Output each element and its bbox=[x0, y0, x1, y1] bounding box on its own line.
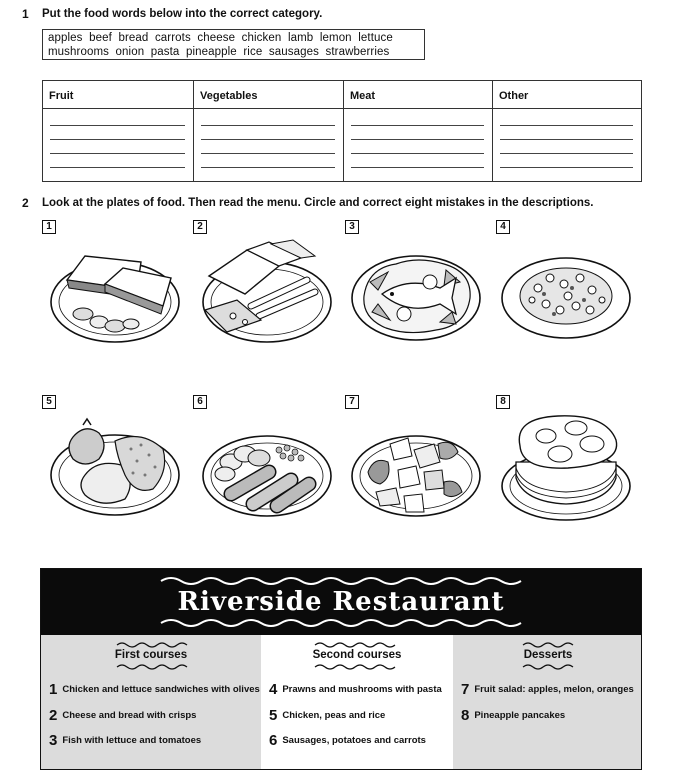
plate-number-3: 3 bbox=[345, 220, 359, 234]
category-column-vegetables bbox=[193, 81, 343, 181]
menu-banner bbox=[41, 569, 641, 635]
writing-line bbox=[50, 125, 185, 126]
plate-number-2: 2 bbox=[193, 220, 207, 234]
writing-line bbox=[351, 153, 484, 154]
plate-number-5: 5 bbox=[42, 395, 56, 409]
writing-line bbox=[500, 125, 633, 126]
category-header-other: Other bbox=[493, 81, 641, 109]
writing-line bbox=[50, 153, 185, 154]
category-column-meat bbox=[343, 81, 492, 181]
word-list-line-2: mushrooms onion pasta pineapple rice sausages strawberries bbox=[48, 46, 390, 58]
writing-line bbox=[351, 167, 484, 168]
category-header-meat: Meat bbox=[344, 81, 492, 109]
menu-item-6: 6 Sausages, potatoes and carrots bbox=[269, 732, 426, 749]
writing-line bbox=[50, 139, 185, 140]
writing-line bbox=[351, 125, 484, 126]
plate-number-8: 8 bbox=[496, 395, 510, 409]
writing-line bbox=[500, 153, 633, 154]
exercise-2-number: 2 bbox=[22, 196, 29, 210]
menu-item-8: 8 Pineapple pancakes bbox=[461, 707, 566, 724]
menu-item-7: 7 Fruit salad: apples, melon, oranges bbox=[461, 681, 634, 698]
plate-number-1: 1 bbox=[42, 220, 56, 234]
plate-4-pasta-illustration bbox=[498, 248, 636, 348]
writing-line bbox=[50, 167, 185, 168]
writing-line bbox=[500, 167, 633, 168]
category-header-vegetables: Vegetables bbox=[194, 81, 343, 109]
menu-column-second-courses bbox=[261, 635, 453, 770]
plate-number-4: 4 bbox=[496, 220, 510, 234]
writing-line bbox=[500, 139, 633, 140]
plate-8-pancakes-illustration bbox=[498, 412, 638, 526]
category-header-fruit: Fruit bbox=[43, 81, 193, 109]
category-table bbox=[42, 80, 642, 182]
category-column-fruit bbox=[43, 81, 193, 181]
plate-5-chicken-rice-illustration bbox=[45, 415, 185, 525]
writing-line bbox=[201, 125, 335, 126]
menu-item-5: 5 Chicken, peas and rice bbox=[269, 707, 386, 724]
category-column-other bbox=[492, 81, 641, 181]
writing-line bbox=[351, 139, 484, 140]
menu-column-desserts bbox=[453, 635, 642, 770]
plate-7-fruit-salad-illustration bbox=[348, 422, 488, 526]
exercise-1-number: 1 bbox=[22, 7, 29, 21]
word-list-line-1: apples beef bread carrots cheese chicken lamb lemon lettuce bbox=[48, 32, 393, 44]
menu-item-4: 4 Prawns and mushrooms with pasta bbox=[269, 681, 442, 698]
word-box bbox=[42, 29, 425, 60]
menu-heading-second-courses: Second courses bbox=[312, 649, 402, 661]
menu-column-first-courses bbox=[41, 635, 261, 770]
exercise-2-instruction: Look at the plates of food. Then read the menu. Circle and correct eight mistakes in the descriptions. bbox=[42, 197, 594, 209]
menu-item-2: 2 Cheese and bread with crisps bbox=[49, 707, 197, 724]
plate-2-bread-carrots-illustration bbox=[197, 236, 337, 350]
plate-number-6: 6 bbox=[193, 395, 207, 409]
restaurant-menu bbox=[40, 568, 642, 770]
menu-item-3: 3 Fish with lettuce and tomatoes bbox=[49, 732, 202, 749]
writing-line bbox=[201, 139, 335, 140]
writing-line bbox=[201, 153, 335, 154]
writing-line bbox=[201, 167, 335, 168]
menu-heading-desserts: Desserts bbox=[523, 649, 573, 661]
plate-number-7: 7 bbox=[345, 395, 359, 409]
exercise-1-instruction: Put the food words below into the correct category. bbox=[42, 8, 323, 20]
plate-1-sandwiches-illustration bbox=[45, 240, 185, 350]
menu-heading-first-courses: First courses bbox=[114, 649, 188, 661]
menu-item-1: 1 Chicken and lettuce sandwiches with olives bbox=[49, 681, 260, 698]
plate-6-sausages-potatoes-illustration bbox=[197, 418, 337, 526]
plate-3-fish-lettuce-illustration bbox=[348, 242, 488, 348]
restaurant-title: Riverside Restaurant bbox=[177, 587, 505, 617]
